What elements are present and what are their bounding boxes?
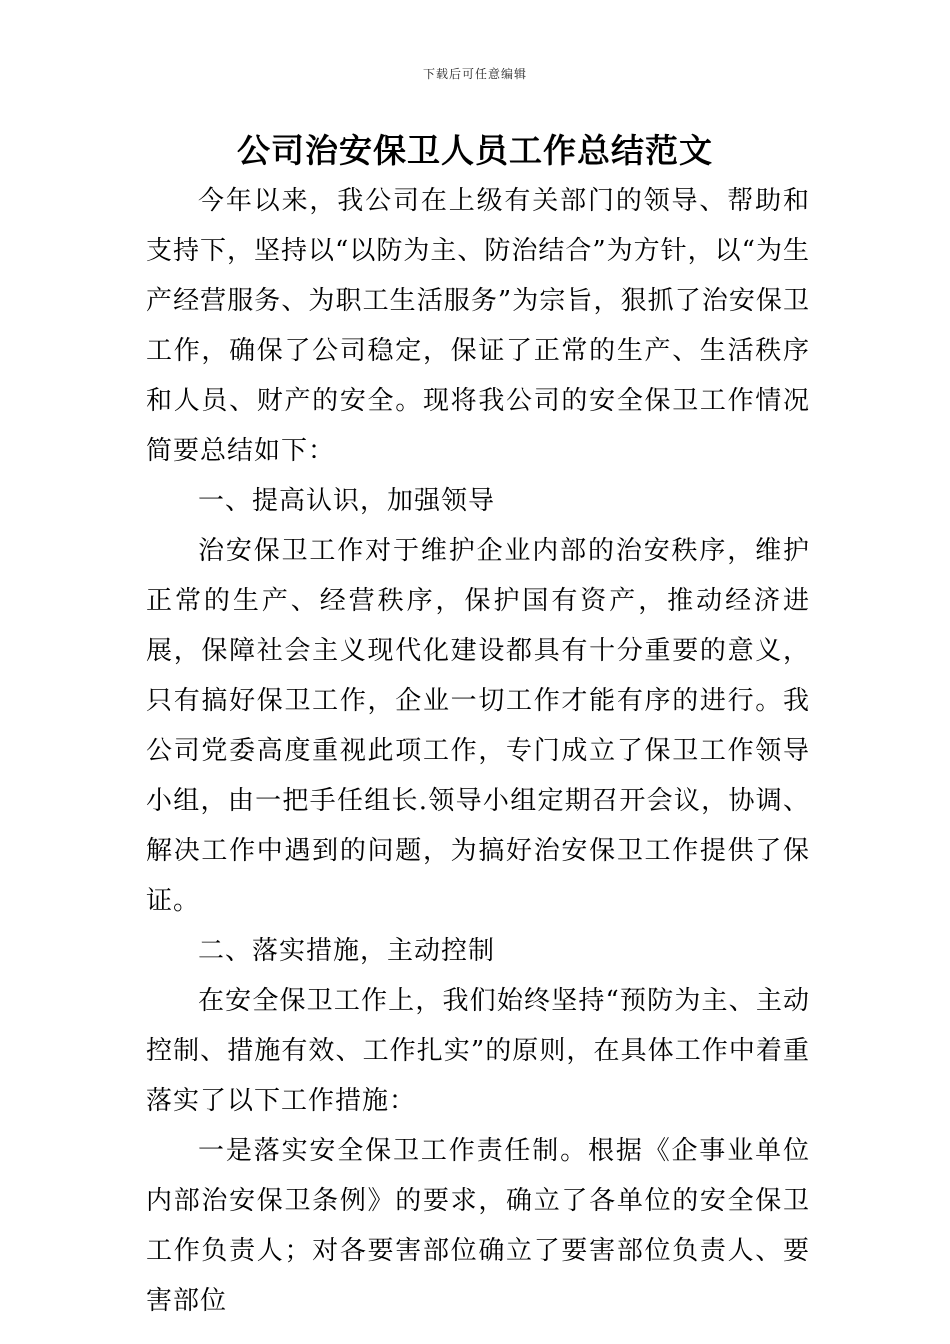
section-heading-1: 一、提高认识，加强领导 <box>198 486 496 516</box>
document-title: 公司治安保卫人员工作总结范文 <box>237 131 713 170</box>
paragraph-intro: 今年以来，我公司在上级有关部门的领导、帮助和支持下，坚持以“以防为主、防治结合”为方针，以“为生产经营服务、为职工生活服务”为宗旨，狠抓了治安保卫工作，确保了公司稳定，保证了正常的生产、生活秩序和人员、财产的安全。现将我公司的安全保卫工作情况简要总结如下： <box>146 186 810 466</box>
paragraph-measure-1: 一是落实安全保卫工作责任制。根据《企事业单位内部治安保卫条例》的要求，确立了各单位的安全保卫工作负责人；对各要害部位确立了要害部位负责人、要害部位 <box>146 1136 810 1316</box>
section-heading-2: 二、落实措施，主动控制 <box>198 936 496 966</box>
document-body <box>146 176 810 1326</box>
paragraph-section-2: 在安全保卫工作上，我们始终坚持“预防为主、主动控制、措施有效、工作扎实”的原则，在具体工作中着重落实了以下工作措施： <box>146 986 810 1116</box>
header-note: 下载后可任意编辑 <box>422 67 527 81</box>
paragraph-section-1: 治安保卫工作对于维护企业内部的治安秩序，维护正常的生产、经营秩序，保护国有资产，推动经济进展，保障社会主义现代化建设都具有十分重要的意义，只有搞好保卫工作，企业一切工作才能有序的进行。我公司党委高度重视此项工作，专门成立了保卫工作领导小组，由一把手任组长.领导小组定期召开会议，协调、解决工作中遇到的问题，为搞好治安保卫工作提供了保证。 <box>146 536 810 916</box>
